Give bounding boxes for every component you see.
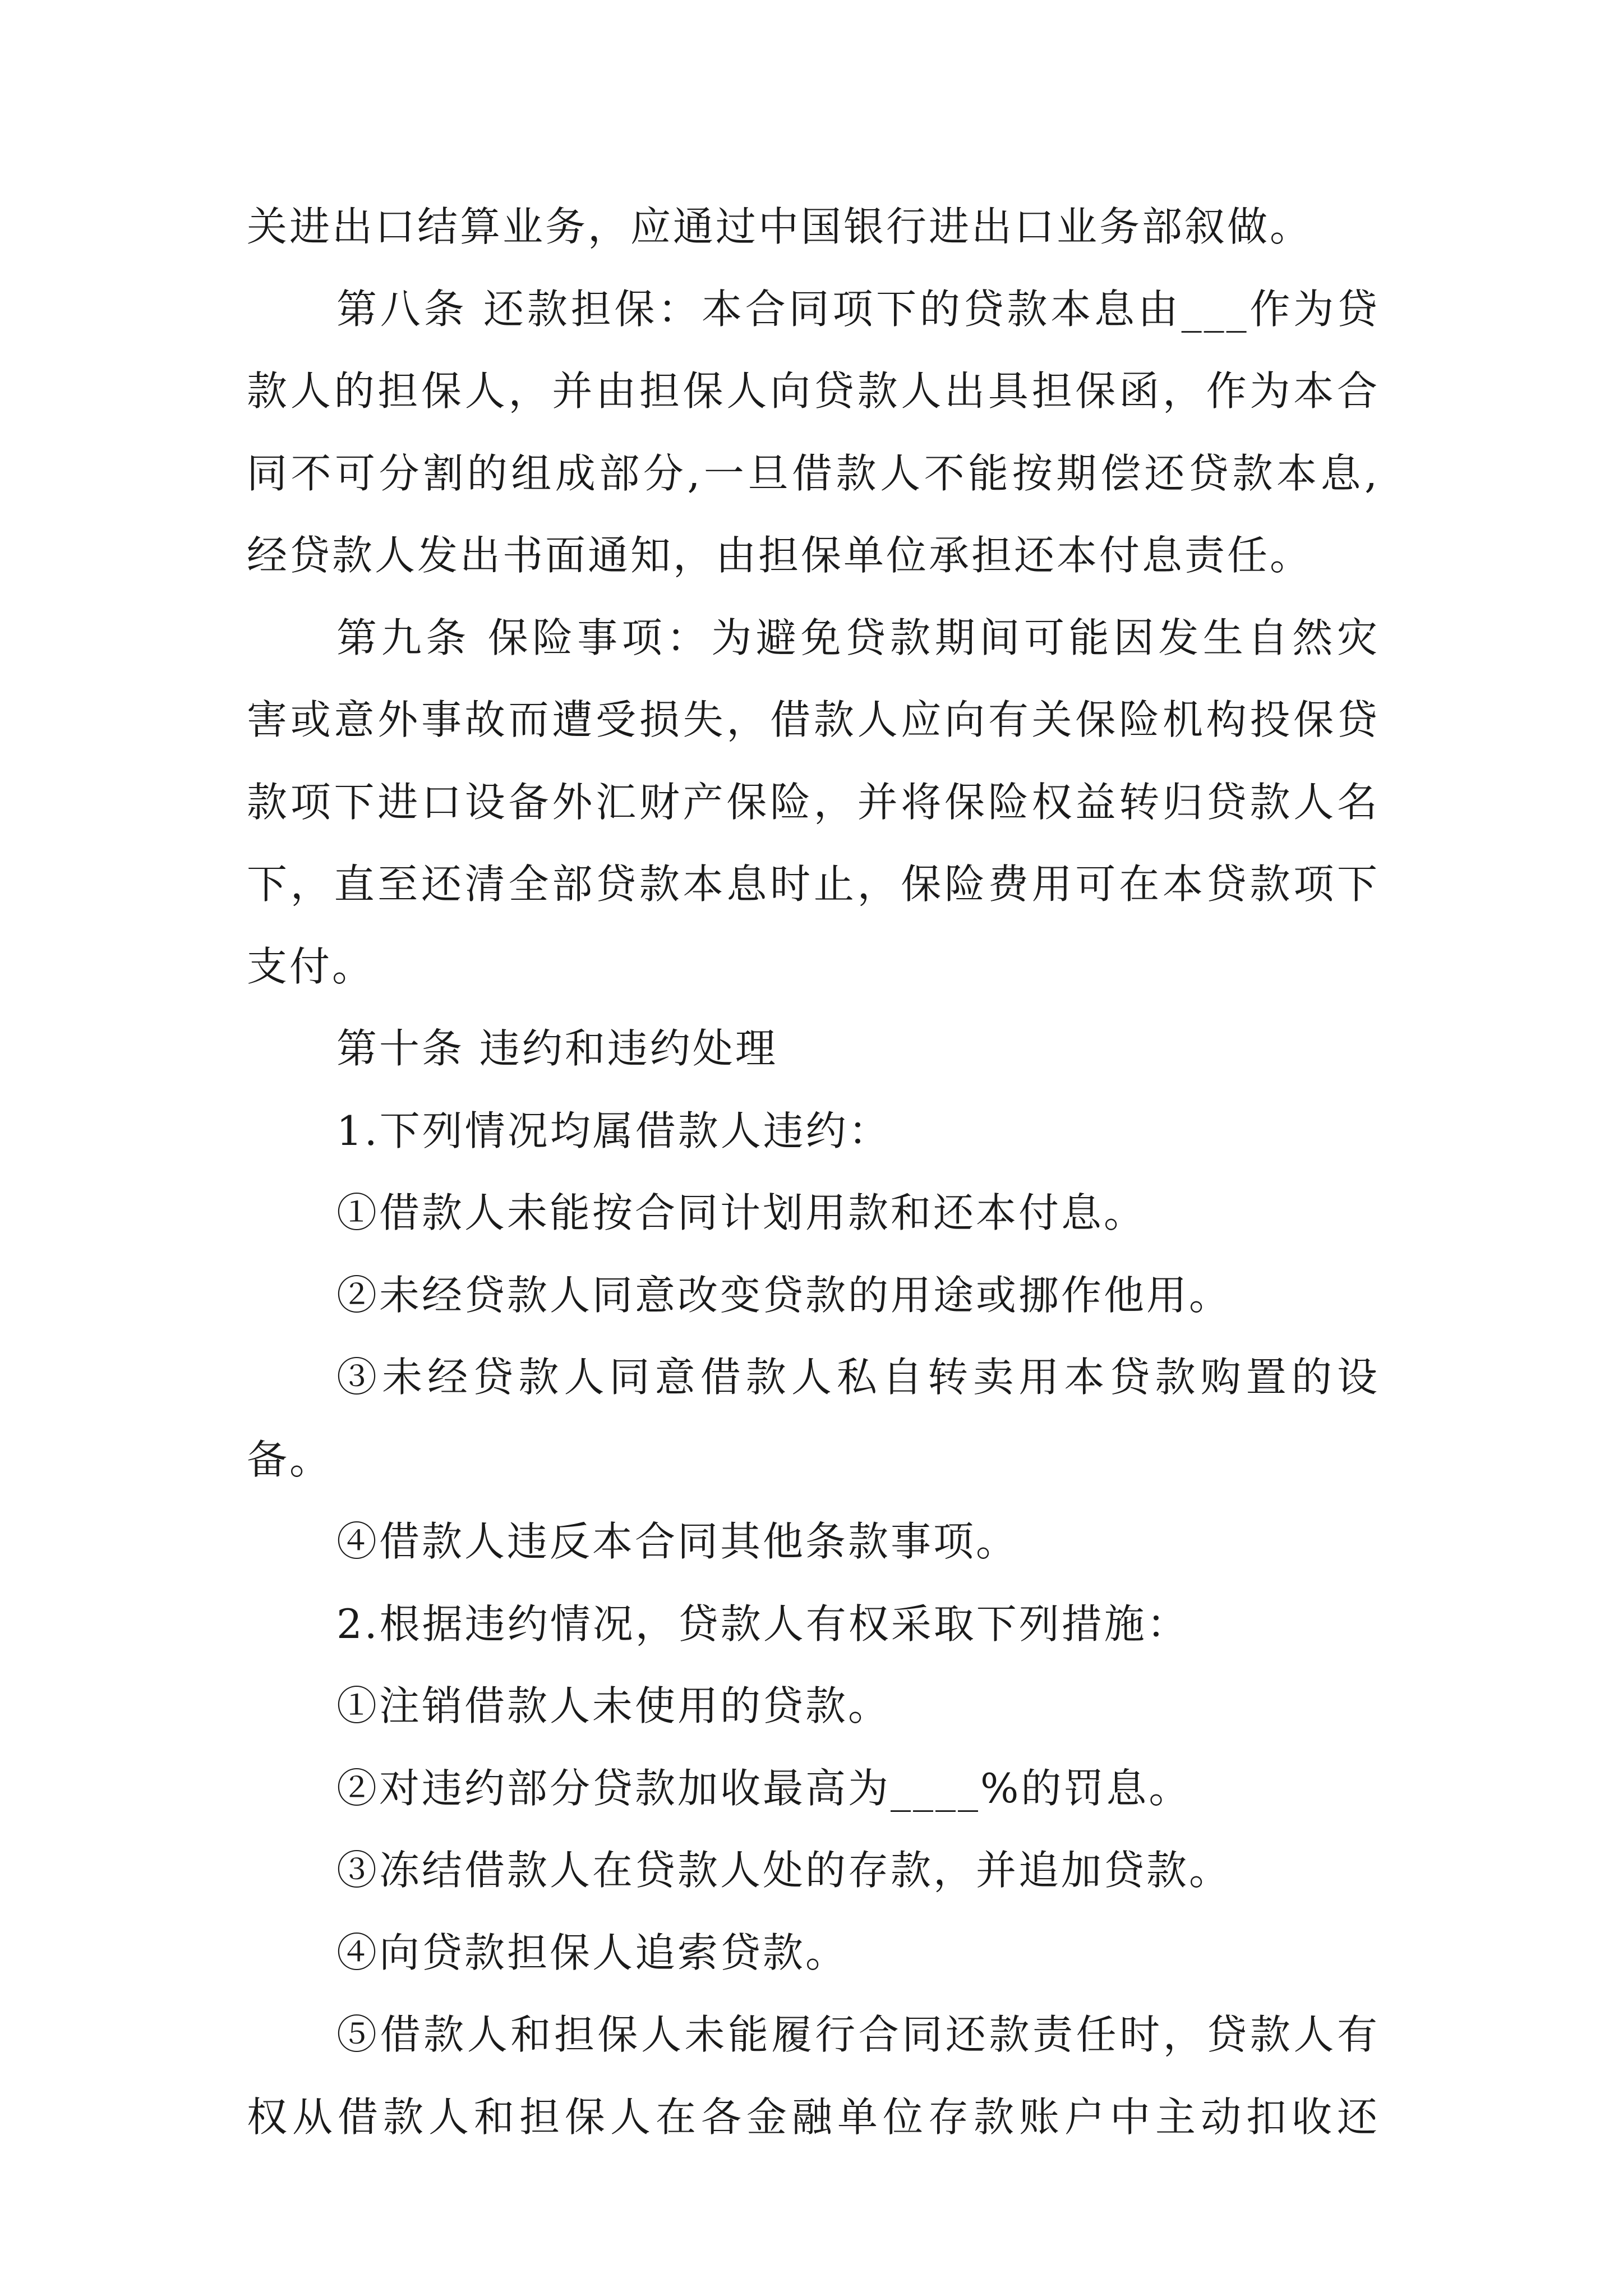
document-line: 备。 — [247, 1435, 333, 1483]
document-body — [247, 203, 1380, 2179]
document-line: 2.根据违约情况，贷款人有权采取下列措施： — [336, 1600, 1189, 1648]
document-line: ④向贷款担保人追索贷款。 — [336, 1929, 849, 1976]
document-line: ④借款人违反本合同其他条款事项。 — [336, 1518, 1019, 1565]
document-line: 1.下列情况均属借款人违约： — [336, 1107, 891, 1154]
document-line: 同不可分割的组成部分,一旦借款人不能按期偿还贷款本息, — [247, 449, 1380, 497]
document-line: 支付。 — [247, 942, 375, 990]
document-line: ①借款人未能按合同计划用款和还本付息。 — [336, 1189, 1147, 1236]
document-line: ②未经贷款人同意改变贷款的用途或挪作他用。 — [336, 1271, 1232, 1319]
document-line: ③冻结借款人在贷款人处的存款，并追加贷款。 — [336, 1847, 1232, 1894]
document-line: 害或意外事故而遭受损失，借款人应向有关保险机构投保贷 — [247, 696, 1380, 743]
document-line: 下，直至还清全部贷款本息时止，保险费用可在本贷款项下 — [247, 861, 1380, 908]
document-line: 款项下进口设备外汇财产保险，并将保险权益转归贷款人名 — [247, 778, 1380, 826]
document-line: 第八条 还款担保：本合同项下的贷款本息由___作为贷 — [336, 285, 1380, 333]
document-line: 第九条 保险事项：为避免贷款期间可能因发生自然灾 — [336, 614, 1380, 661]
document-line: 第十条 违约和违约处理 — [336, 1025, 778, 1072]
document-line: 款人的担保人，并由担保人向贷款人出具担保函，作为本合 — [247, 367, 1380, 415]
document-line: 权从借款人和担保人在各金融单位存款账户中主动扣收还 — [247, 2093, 1380, 2141]
document-line: ②对违约部分贷款加收最高为____%的罚息。 — [336, 1764, 1192, 1812]
document-line: ③未经贷款人同意借款人私自转卖用本贷款购置的设 — [336, 1354, 1380, 1401]
document-line: ①注销借款人未使用的贷款。 — [336, 1682, 891, 1729]
document-line: 关进出口结算业务，应通过中国银行进出口业务部叙做。 — [247, 203, 1313, 250]
document-line: ⑤借款人和担保人未能履行合同还款责任时，贷款人有 — [336, 2011, 1380, 2058]
document-line: 经贷款人发出书面通知，由担保单位承担还本付息责任。 — [247, 532, 1313, 579]
